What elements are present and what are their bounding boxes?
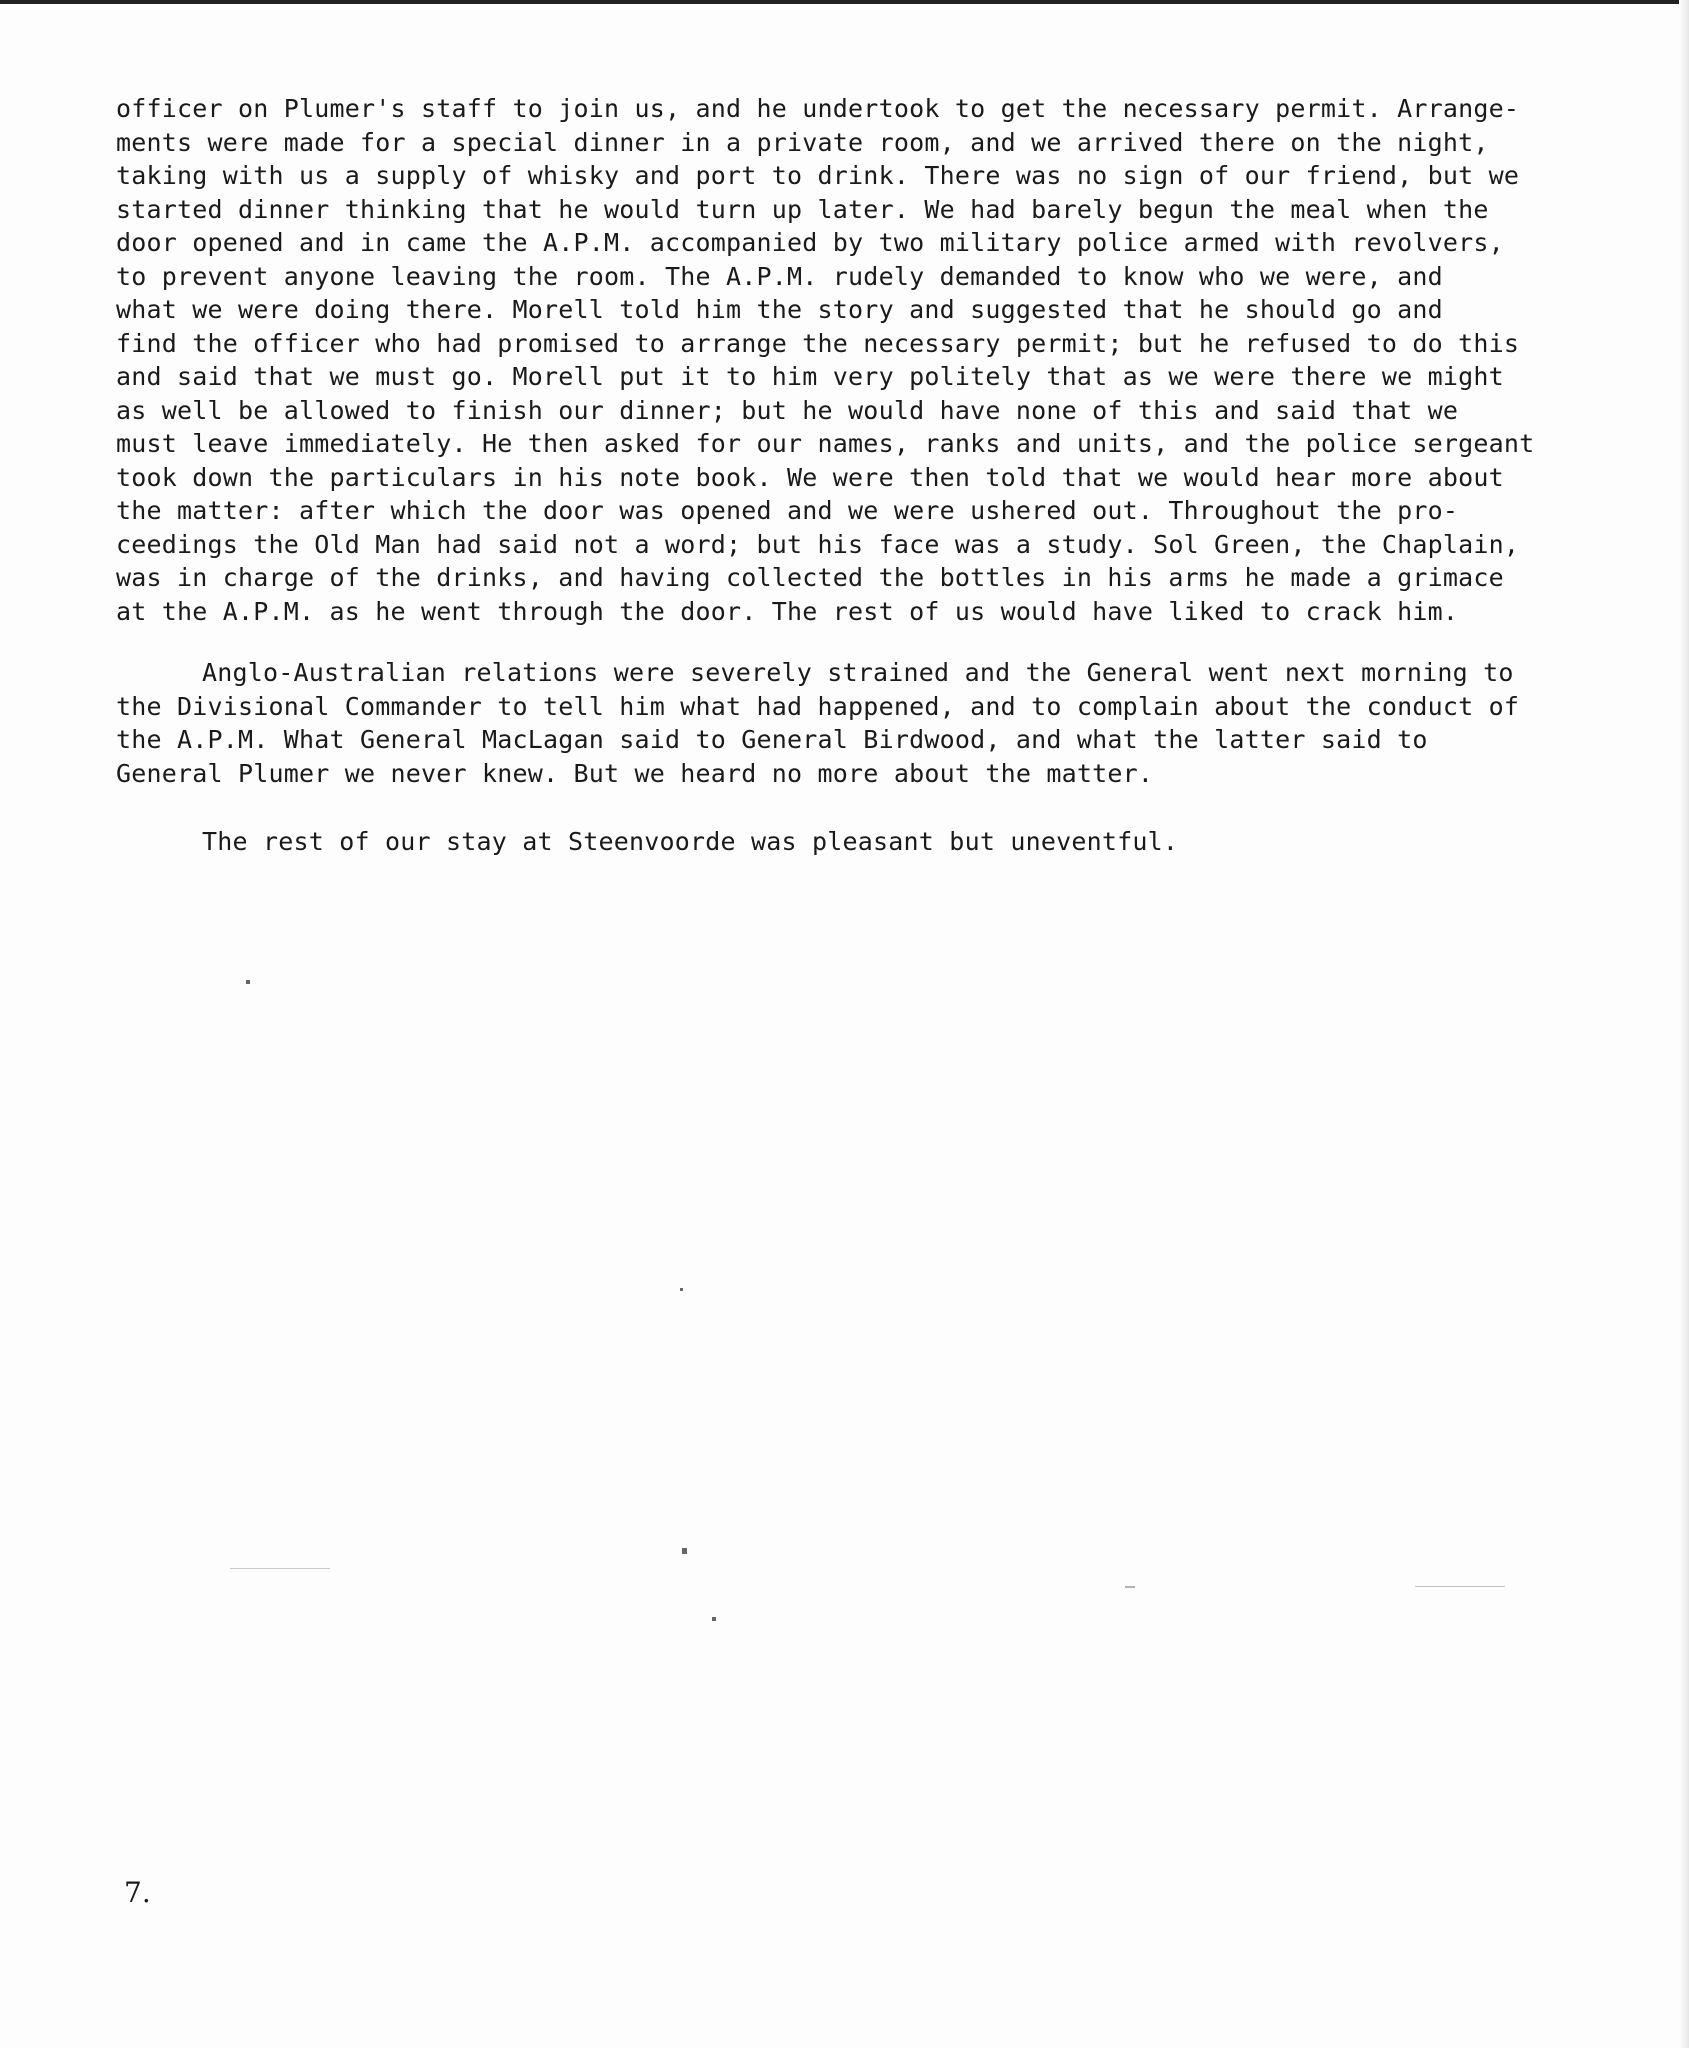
text-line: what we were doing there. Morell told him the story and suggested that he should go and (116, 295, 1443, 324)
text-line: find the officer who had promised to arrange the necessary permit; but he refused to do this (116, 328, 1520, 358)
text-line: door opened and in came the A.P.M. accompanied by two military police armed with revolvers, (116, 228, 1504, 257)
text-line: Anglo-Australian relations were severely strained and the General went next morning to (202, 658, 1514, 687)
scan-top-edge (0, 0, 1689, 4)
text-line: ments were made for a special dinner in a private room, and we arrived there on the night, (116, 127, 1489, 157)
text-line: taking with us a supply of whisky and port to drink. There was no sign of our friend, but we (116, 161, 1520, 190)
paragraph-1 (116, 92, 1626, 628)
paragraph-2 (116, 656, 1626, 790)
text-line: the matter: after which the door was opened and we were ushered out. Throughout the pro- (116, 496, 1459, 525)
text-line: started dinner thinking that he would turn up later. We had barely begun the meal when the (116, 194, 1489, 224)
text-line: was in charge of the drinks, and having collected the bottles in his arms he made a grimace (116, 563, 1504, 592)
scan-speck (682, 1548, 687, 1554)
paragraph-3 (116, 825, 1626, 859)
text-line: to prevent anyone leaving the room. The A.P.M. rudely demanded to know who we were, and (116, 261, 1443, 291)
scan-speck (680, 1288, 683, 1291)
text-line: at the A.P.M. as he went through the door. The rest of us would have liked to crack him. (116, 596, 1459, 626)
scan-speck (246, 980, 250, 984)
text-line: officer on Plumer's staff to join us, and he undertook to get the necessary permit. Arrange- (116, 94, 1520, 123)
scan-right-edge (1679, 0, 1689, 2048)
text-line: must leave immediately. He then asked for our names, ranks and units, and the police sergeant (116, 429, 1535, 458)
text-line: The rest of our stay at Steenvoorde was pleasant but uneventful. (202, 827, 1179, 856)
scan-speck (712, 1617, 716, 1621)
page-number: 7. (124, 1876, 151, 1909)
scan-speck (1125, 1586, 1135, 1588)
text-line: as well be allowed to finish our dinner; but he would have none of this and said that we (116, 395, 1459, 425)
text-line: and said that we must go. Morell put it to him very politely that as we were there we might (116, 362, 1504, 391)
text-line: took down the particulars in his note book. We were then told that we would hear more about (116, 462, 1504, 492)
text-line: the Divisional Commander to tell him what had happened, and to complain about the conduct of (116, 691, 1520, 721)
text-line: the A.P.M. What General MacLagan said to General Birdwood, and what the latter said to (116, 725, 1428, 754)
scan-speck (1415, 1586, 1505, 1587)
text-line: ceedings the Old Man had said not a word; but his face was a study. Sol Green, the Chaplain, (116, 529, 1520, 559)
text-line: General Plumer we never knew. But we heard no more about the matter. (116, 758, 1154, 788)
scan-speck (230, 1568, 330, 1569)
